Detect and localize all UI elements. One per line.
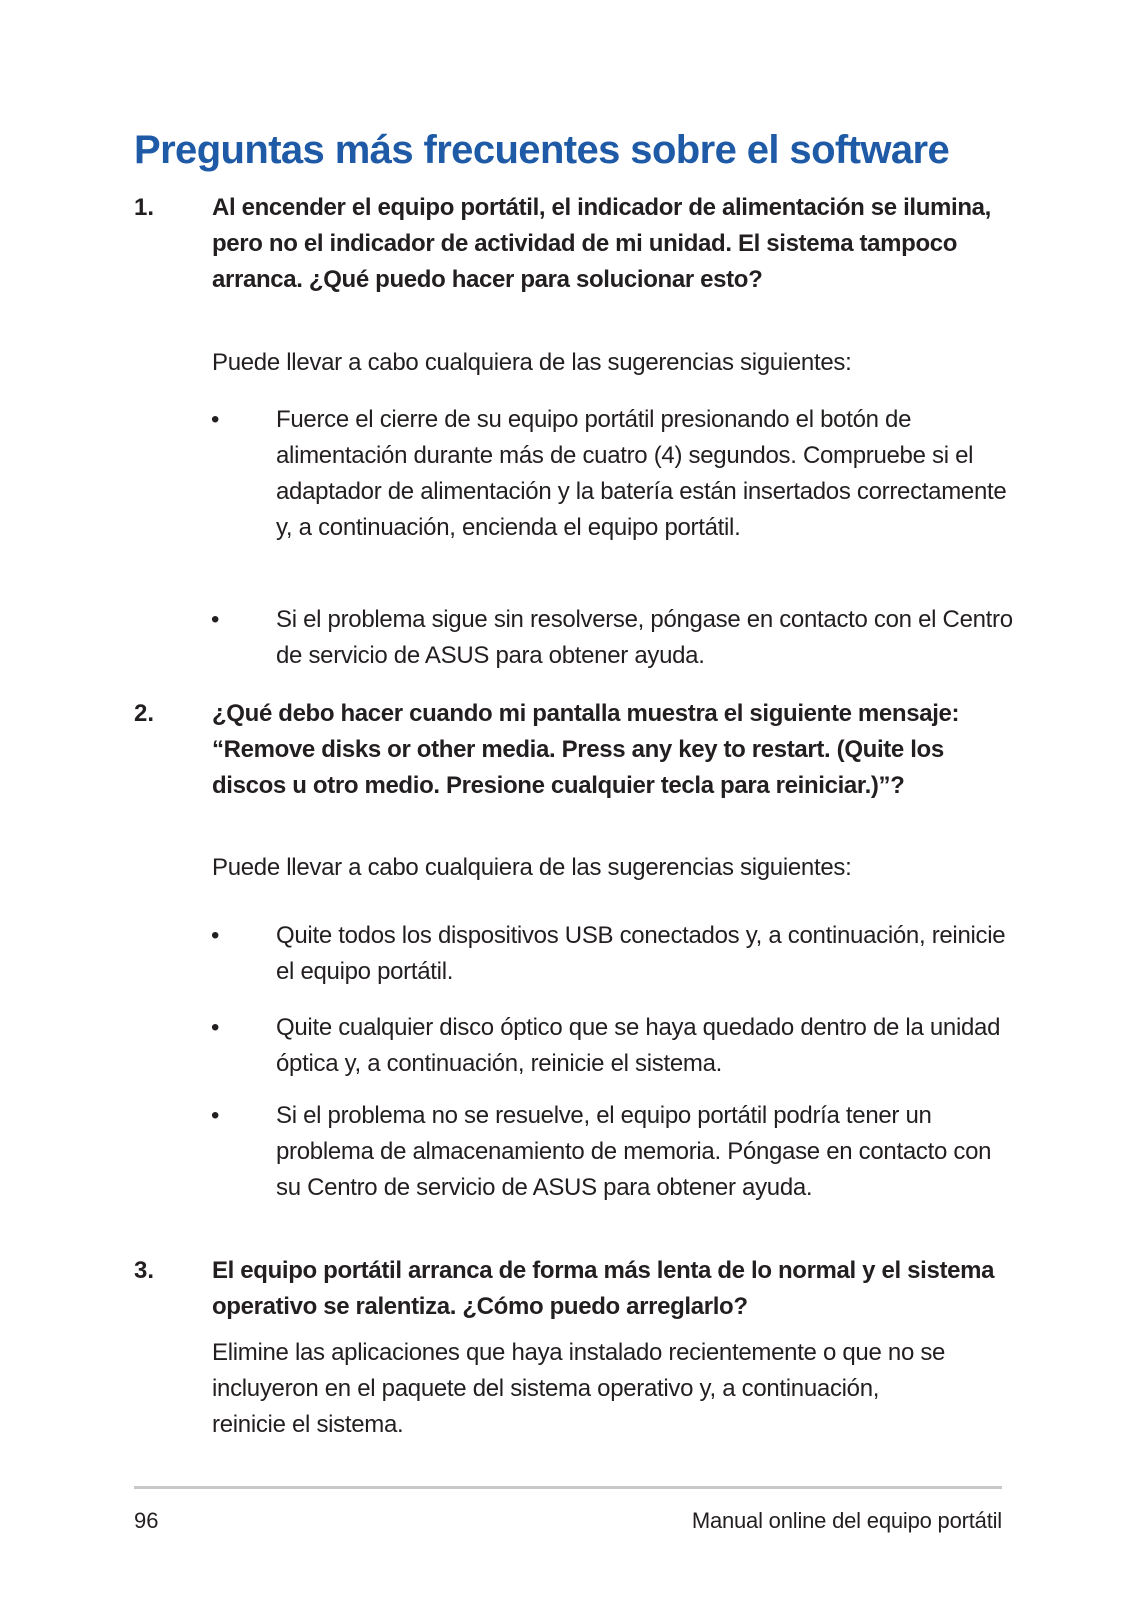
answer-intro: Puede llevar a cabo cualquiera de las sugerencias siguientes: [212, 854, 852, 881]
page-number: 96 [134, 1508, 159, 1533]
question-number: 1. [134, 194, 155, 221]
bullet-icon: • [211, 922, 220, 949]
bullet-text: Quite cualquier disco óptico que se haya quedado dentro de la unidad óptica y, a continuación, reinicie el sistema. [276, 1014, 1001, 1077]
footer-divider [134, 1486, 1002, 1489]
question-number: 2. [134, 700, 155, 727]
manual-title: Manual online del equipo portátil [691, 1508, 1002, 1533]
answer-intro: Puede llevar a cabo cualquiera de las sugerencias siguientes: [212, 349, 852, 376]
question-text: El equipo portátil arranca de forma más lenta de lo normal y el sistema operativo se ralentiza. ¿Cómo puedo arreglarlo? [212, 1257, 995, 1320]
bullet-icon: • [211, 406, 220, 433]
bullet-icon: • [211, 1014, 220, 1041]
page-title: Preguntas más frecuentes sobre el software [134, 128, 950, 172]
bullet-text: Fuerce el cierre de su equipo portátil presionando el botón de alimentación durante más de cuatro (4) segundos. Compruebe si el adaptador de alimentación y la batería están insertados correctamente y, a continuación, encienda el equipo portátil. [276, 406, 1007, 541]
question-text: Al encender el equipo portátil, el indicador de alimentación se ilumina, pero no el indicador de actividad de mi unidad. El sistema tampoco arranca. ¿Qué puedo hacer para solucionar esto? [212, 194, 991, 293]
question-text: ¿Qué debo hacer cuando mi pantalla muestra el siguiente mensaje: “Remove disks or other media. Press any key to restart. (Quite los discos u otro medio. Presione cualquier tecla para reiniciar.)”? [212, 700, 960, 799]
question-number: 3. [134, 1257, 155, 1284]
answer-text: Elimine las aplicaciones que haya instalado recientemente o que no se incluyeron en el paquete del sistema operativo y, a continuación, reinicie el sistema. [212, 1339, 946, 1438]
bullet-text: Si el problema no se resuelve, el equipo portátil podría tener un problema de almacenamiento de memoria. Póngase en contacto con su Centro de servicio de ASUS para obtener ayuda. [276, 1102, 992, 1201]
bullet-text: Si el problema sigue sin resolverse, póngase en contacto con el Centro de servicio de ASUS para obtener ayuda. [276, 606, 1013, 669]
bullet-icon: • [211, 606, 220, 633]
bullet-text: Quite todos los dispositivos USB conectados y, a continuación, reinicie el equipo portátil. [276, 922, 1006, 985]
bullet-icon: • [211, 1102, 220, 1129]
